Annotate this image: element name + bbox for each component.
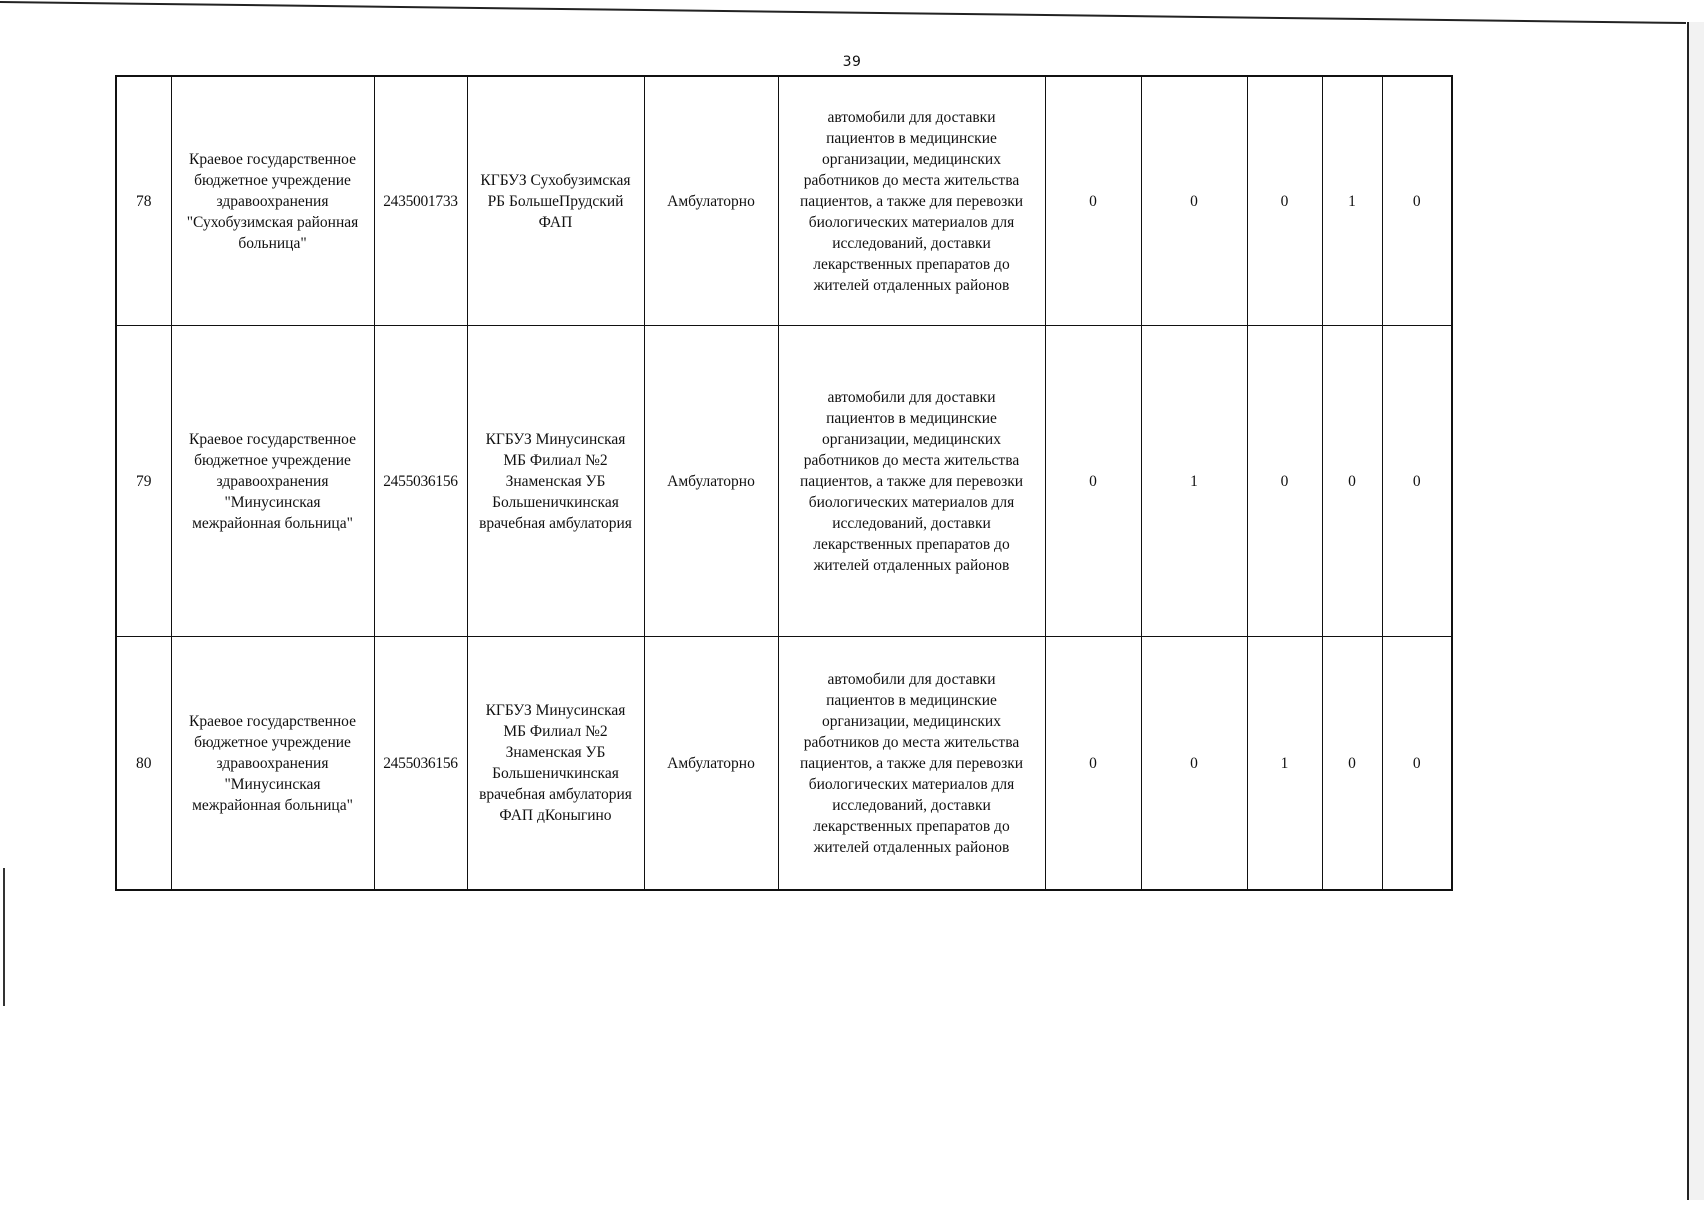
institution-name: Краевое государственное бюджетное учреждение здравоохранения "Минусинская межрайонная больница" [171, 637, 374, 891]
row-number: 78 [116, 76, 171, 326]
institution-name: Краевое государственное бюджетное учреждение здравоохранения "Минусинская межрайонная больница" [171, 326, 374, 637]
vehicle-purpose: автомобили для доставки пациентов в медицинские организации, медицинских работников до места жительства пациентов, а также для перевозки биологических материалов для исследований, доставки лекарственных препаратов до жителей отдаленных районов [778, 637, 1045, 891]
table-row [116, 76, 1452, 326]
unit-name: КГБУЗ Сухобузимская РБ БольшеПрудский ФАП [467, 76, 644, 326]
count-cell: 0 [1382, 76, 1452, 326]
table-row [116, 326, 1452, 637]
count-cell: 0 [1247, 326, 1322, 637]
institution-name: Краевое государственное бюджетное учреждение здравоохранения "Сухобузимская районная больница" [171, 76, 374, 326]
care-type: Амбулаторно [644, 637, 778, 891]
count-cell: 0 [1045, 637, 1141, 891]
inn-code: 2455036156 [374, 637, 467, 891]
count-cell: 0 [1382, 637, 1452, 891]
page-number: 39 [842, 54, 862, 70]
inn-code: 2435001733 [374, 76, 467, 326]
care-type: Амбулаторно [644, 76, 778, 326]
count-cell: 0 [1247, 76, 1322, 326]
unit-name: КГБУЗ Минусинская МБ Филиал №2 Знаменская УБ Большеничкинская врачебная амбулатория [467, 326, 644, 637]
table-row [116, 637, 1452, 891]
row-number: 79 [116, 326, 171, 637]
count-cell: 1 [1247, 637, 1322, 891]
count-cell: 0 [1141, 76, 1247, 326]
count-cell: 0 [1045, 76, 1141, 326]
count-cell: 0 [1382, 326, 1452, 637]
count-cell: 0 [1322, 637, 1382, 891]
vehicle-purpose: автомобили для доставки пациентов в медицинские организации, медицинских работников до места жительства пациентов, а также для перевозки биологических материалов для исследований, доставки лекарственных препаратов до жителей отдаленных районов [778, 76, 1045, 326]
unit-name: КГБУЗ Минусинская МБ Филиал №2 Знаменская УБ Большеничкинская врачебная амбулатория ФАП дКоныгино [467, 637, 644, 891]
care-type: Амбулаторно [644, 326, 778, 637]
count-cell: 0 [1322, 326, 1382, 637]
count-cell: 0 [1141, 637, 1247, 891]
count-cell: 1 [1322, 76, 1382, 326]
count-cell: 1 [1141, 326, 1247, 637]
vehicle-allocation-table [115, 75, 1453, 891]
scan-top-edge [0, 0, 1704, 24]
inn-code: 2455036156 [374, 326, 467, 637]
scan-left-mark [3, 868, 5, 1006]
count-cell: 0 [1045, 326, 1141, 637]
scan-right-edge [1686, 0, 1704, 1200]
row-number: 80 [116, 637, 171, 891]
vehicle-purpose: автомобили для доставки пациентов в медицинские организации, медицинских работников до места жительства пациентов, а также для перевозки биологических материалов для исследований, доставки лекарственных препаратов до жителей отдаленных районов [778, 326, 1045, 637]
